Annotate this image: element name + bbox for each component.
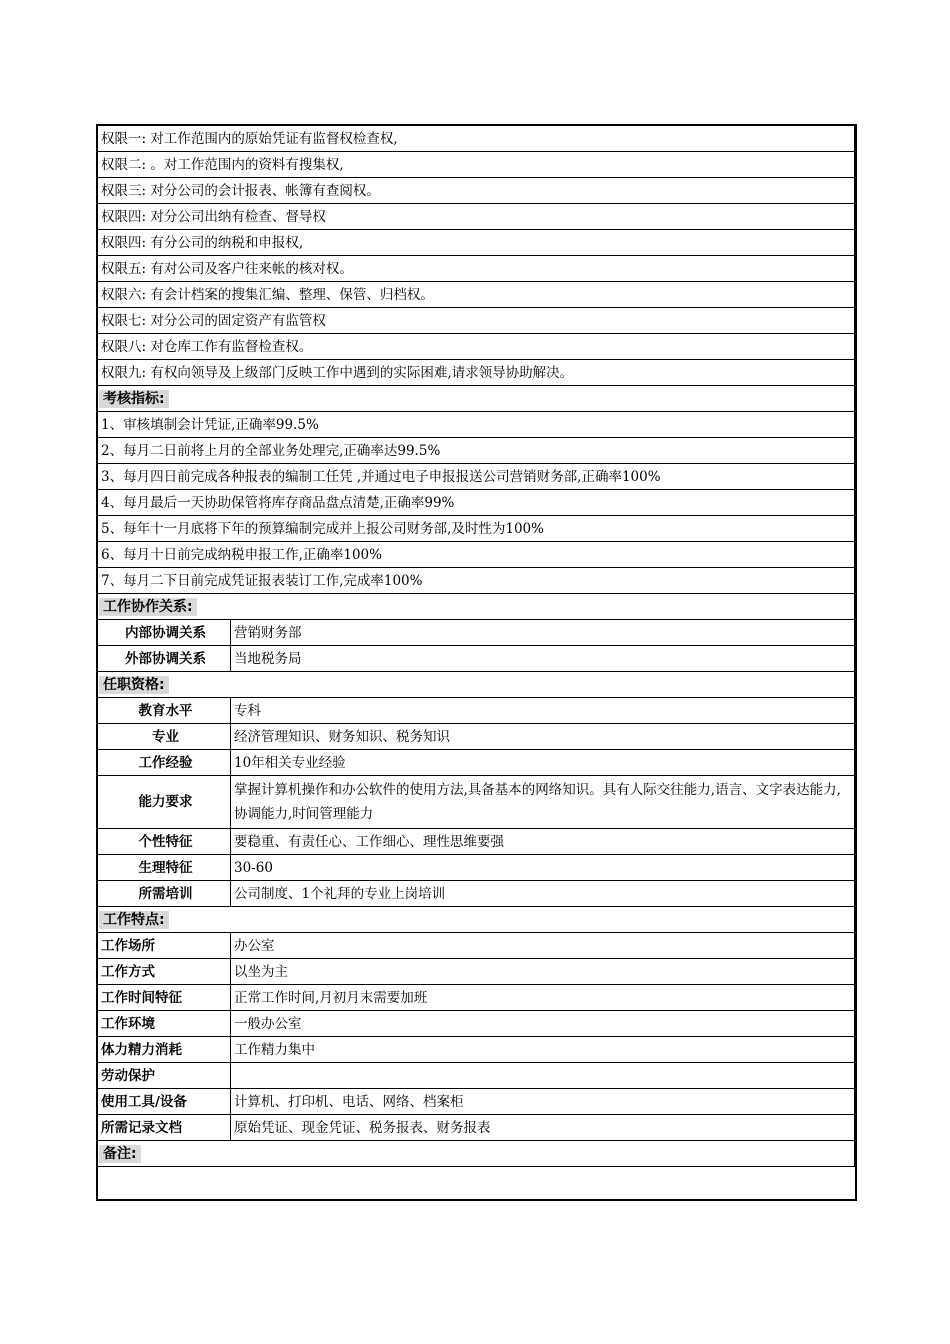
assessment-item: 3、每月四日前完成各种报表的编制工任凭 ,并通过电子申报报送公司营销财务部,正确率100% <box>98 464 855 490</box>
features-value: 以坐为主 <box>231 959 855 985</box>
authority-row <box>98 230 855 256</box>
authority-text: 权限五: 有对公司及客户往来帐的核对权。 <box>98 256 855 282</box>
features-value: 正常工作时间,月初月末需要加班 <box>231 985 855 1011</box>
authority-text: 权限六: 有会计档案的搜集汇编、整理、保管、归档权。 <box>98 282 855 308</box>
features-label: 所需记录文档 <box>98 1115 231 1141</box>
authority-text: 权限二: 。对工作范围内的资料有搜集权, <box>98 152 855 178</box>
features-label: 体力精力消耗 <box>98 1037 231 1063</box>
authority-row <box>98 256 855 282</box>
authority-row <box>98 204 855 230</box>
qualification-label: 个性特征 <box>98 829 231 855</box>
features-section-header <box>98 907 855 933</box>
assessment-row <box>98 490 855 516</box>
qualification-label: 教育水平 <box>98 698 231 724</box>
authority-row <box>98 308 855 334</box>
features-row <box>98 1115 855 1141</box>
cooperation-section-header <box>98 594 855 620</box>
qualification-label: 生理特征 <box>98 855 231 881</box>
authority-text: 权限七: 对分公司的固定资产有监管权 <box>98 308 855 334</box>
features-row <box>98 985 855 1011</box>
features-label: 工作时间特征 <box>98 985 231 1011</box>
qualification-value: 经济管理知识、财务知识、税务知识 <box>231 724 855 750</box>
assessment-row <box>98 412 855 438</box>
authority-row <box>98 360 855 386</box>
qualification-label: 所需培训 <box>98 881 231 907</box>
features-value: 一般办公室 <box>231 1011 855 1037</box>
authority-text: 权限四: 有分公司的纳税和申报权, <box>98 230 855 256</box>
assessment-item: 1、审核填制会计凭证,正确率99.5% <box>98 412 855 438</box>
qualification-row <box>98 855 855 881</box>
assessment-item: 7、每月二下日前完成凭证报表装订工作,完成率100% <box>98 568 855 594</box>
job-description-table <box>97 125 855 1167</box>
features-row <box>98 1011 855 1037</box>
assessment-item: 4、每月最后一天协助保管将库存商品盘点清楚,正确率99% <box>98 490 855 516</box>
cooperation-row <box>98 646 855 672</box>
authority-text: 权限一: 对工作范围内的原始凭证有监督权检查权, <box>98 126 855 152</box>
features-value: 办公室 <box>231 933 855 959</box>
authority-text: 权限三: 对分公司的会计报表、帐簿有查阅权。 <box>98 178 855 204</box>
assessment-row <box>98 516 855 542</box>
remarks-section-header <box>98 1141 855 1167</box>
assessment-item: 6、每月十日前完成纳税申报工作,正确率100% <box>98 542 855 568</box>
features-label: 工作场所 <box>98 933 231 959</box>
qualification-label: 工作经验 <box>98 750 231 776</box>
qualification-value: 30-60 <box>231 855 855 881</box>
remarks-header: 备注: <box>99 1145 141 1163</box>
assessment-section-header <box>98 386 855 412</box>
assessment-header: 考核指标: <box>99 390 169 408</box>
assessment-row <box>98 438 855 464</box>
cooperation-label: 内部协调关系 <box>98 620 231 646</box>
features-value: 计算机、打印机、电话、网络、档案柜 <box>231 1089 855 1115</box>
features-label: 劳动保护 <box>98 1063 231 1089</box>
authority-text: 权限九: 有权向领导及上级部门反映工作中遇到的实际困难,请求领导协助解决。 <box>98 360 855 386</box>
cooperation-row <box>98 620 855 646</box>
cooperation-label: 外部协调关系 <box>98 646 231 672</box>
qualification-value: 专科 <box>231 698 855 724</box>
qualification-row <box>98 881 855 907</box>
qualification-row <box>98 698 855 724</box>
authority-text: 权限八: 对仓库工作有监督检查权。 <box>98 334 855 360</box>
features-row <box>98 1063 855 1089</box>
qualification-value: 10年相关专业经验 <box>231 750 855 776</box>
features-row <box>98 959 855 985</box>
qualification-value: 要稳重、有责任心、工作细心、理性思维要强 <box>231 829 855 855</box>
features-label: 工作环境 <box>98 1011 231 1037</box>
authority-row <box>98 178 855 204</box>
qualification-row <box>98 724 855 750</box>
qualification-label: 专业 <box>98 724 231 750</box>
qualification-value: 公司制度、1个礼拜的专业上岗培训 <box>231 881 855 907</box>
authority-row <box>98 152 855 178</box>
features-row <box>98 1089 855 1115</box>
qualification-row <box>98 776 855 829</box>
qualification-row <box>98 750 855 776</box>
features-row <box>98 1037 855 1063</box>
qualification-value: 掌握计算机操作和办公软件的使用方法,具备基本的网络知识。具有人际交往能力,语言、文字表达能力,协调能力,时间管理能力 <box>231 776 855 829</box>
features-row <box>98 933 855 959</box>
features-header: 工作特点: <box>99 911 169 929</box>
qualification-section-header <box>98 672 855 698</box>
authority-text: 权限四: 对分公司出纳有检查、督导权 <box>98 204 855 230</box>
qualification-row <box>98 829 855 855</box>
assessment-item: 2、每月二日前将上月的全部业务处理完,正确率达99.5% <box>98 438 855 464</box>
features-value: 原始凭证、现金凭证、税务报表、财务报表 <box>231 1115 855 1141</box>
assessment-row <box>98 542 855 568</box>
qualification-header: 任职资格: <box>99 676 169 694</box>
authority-row <box>98 282 855 308</box>
features-value: 工作精力集中 <box>231 1037 855 1063</box>
assessment-item: 5、每年十一月底将下年的预算编制完成并上报公司财务部,及时性为100% <box>98 516 855 542</box>
qualification-label: 能力要求 <box>98 776 231 829</box>
authority-row <box>98 126 855 152</box>
features-label: 工作方式 <box>98 959 231 985</box>
assessment-row <box>98 568 855 594</box>
assessment-row <box>98 464 855 490</box>
cooperation-value: 当地税务局 <box>231 646 855 672</box>
cooperation-value: 营销财务部 <box>231 620 855 646</box>
cooperation-header: 工作协作关系: <box>99 598 197 616</box>
features-value <box>231 1063 855 1089</box>
features-label: 使用工具/设备 <box>98 1089 231 1115</box>
authority-row <box>98 334 855 360</box>
